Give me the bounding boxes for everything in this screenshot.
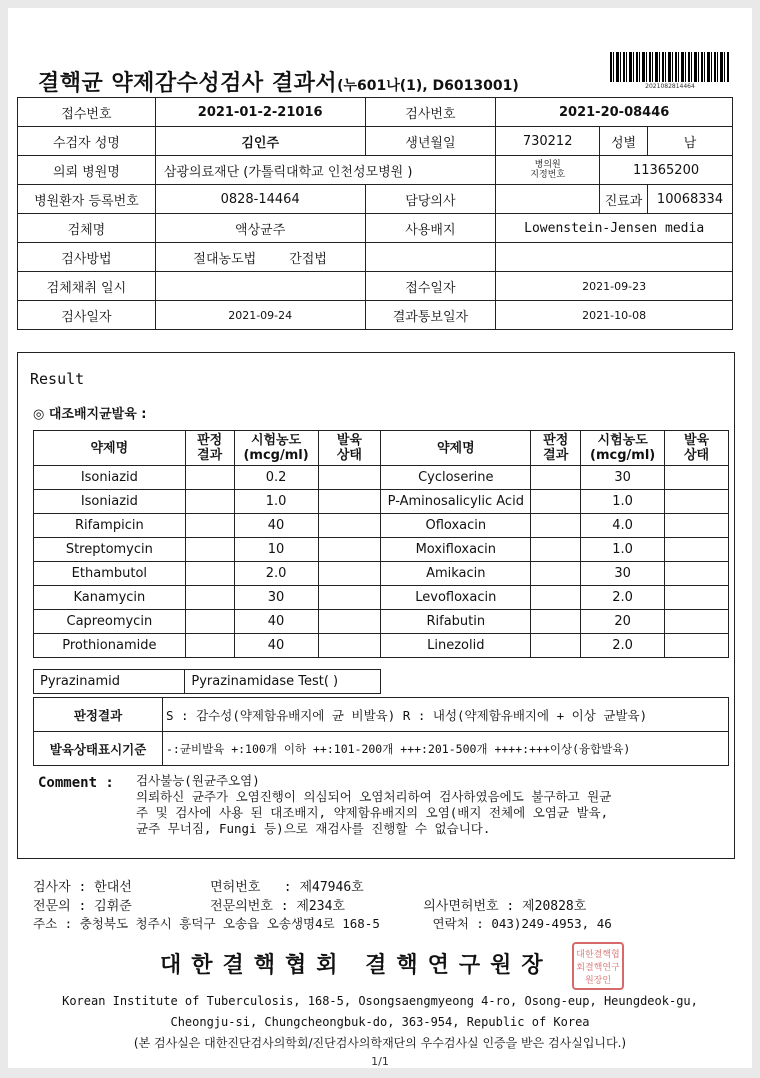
drug-name: Rifampicin bbox=[34, 514, 186, 538]
comment-line: 주 및 검사에 사용 된 대조배지, 약제함유배지의 오염(배지 전체에 오염균 발육, bbox=[136, 805, 609, 820]
test-concentration: 1.0 bbox=[234, 490, 318, 514]
growth-status bbox=[318, 586, 381, 610]
report-title: 결핵균 약제감수성검사 결과서(누601나(1), D6013001) bbox=[38, 71, 519, 96]
pza-test: Pyrazinamidase Test( ) bbox=[185, 670, 381, 694]
judge-result bbox=[531, 634, 581, 658]
judge-result bbox=[531, 466, 581, 490]
judge-result bbox=[531, 586, 581, 610]
test-concentration: 20 bbox=[581, 610, 665, 634]
header-growth-2: 발육 상태 bbox=[665, 431, 729, 466]
growth-status bbox=[318, 490, 381, 514]
receipt-no: 2021-01-2-21016 bbox=[155, 98, 365, 127]
growth-label: 발육상태표시기준 bbox=[34, 732, 163, 766]
pyrazinamid-label: Pyrazinamid bbox=[34, 670, 185, 694]
test-concentration: 2.0 bbox=[234, 562, 318, 586]
judge-result bbox=[185, 490, 234, 514]
growth-status bbox=[318, 466, 381, 490]
growth-status bbox=[665, 490, 729, 514]
organization-name: 대한결핵협회 결핵연구원장 bbox=[160, 953, 553, 978]
comment-line: 균주 무너짐, Fungi 등)으로 재검사를 진행할 수 없습니다. bbox=[136, 821, 491, 836]
method-value: 절대농도법 간접법 bbox=[155, 243, 365, 272]
drug-name: Amikacin bbox=[381, 562, 531, 586]
growth-status bbox=[665, 610, 729, 634]
collect-label: 검체채취 일시 bbox=[18, 272, 156, 301]
test-concentration: 40 bbox=[234, 610, 318, 634]
test-concentration: 2.0 bbox=[581, 586, 665, 610]
header-drug: 약제명 bbox=[34, 431, 186, 466]
patient-info-table bbox=[17, 97, 733, 330]
header-conc-2: 시험농도 (mcg/ml) bbox=[581, 431, 665, 466]
hospital-label: 의뢰 병원명 bbox=[18, 156, 156, 185]
collect-value bbox=[155, 272, 365, 301]
comment-line: 검사불능(원균주오염) bbox=[136, 773, 260, 788]
barcode-number: 2021082814464 bbox=[645, 83, 695, 90]
drug-row bbox=[34, 562, 729, 586]
header-judge-2: 판정 결과 bbox=[531, 431, 581, 466]
drug-row bbox=[34, 586, 729, 610]
judge-result bbox=[531, 490, 581, 514]
growth-status bbox=[665, 562, 729, 586]
drug-row bbox=[34, 514, 729, 538]
drug-name: Kanamycin bbox=[34, 586, 186, 610]
patient-name: 김인주 bbox=[155, 127, 365, 156]
birth-label: 생년월일 bbox=[365, 127, 496, 156]
legend-table bbox=[33, 697, 729, 766]
address-line: 주소 : 충청북도 청주시 흥덕구 오송읍 오송생명4로 168-5 연락처 : 043)249-4953, 46 bbox=[33, 916, 612, 931]
growth-text: -:균비발육 +:100개 이하 ++:101-200개 +++:201-500개 ++++:+++이상(융합발육) bbox=[163, 732, 729, 766]
test-date-label: 검사일자 bbox=[18, 301, 156, 330]
judge-text: S : 감수성(약제함유배지에 균 비발육) R : 내성(약제함유배지에 + 이상 균발육) bbox=[163, 698, 729, 732]
drug-row bbox=[34, 610, 729, 634]
received-label: 접수일자 bbox=[365, 272, 496, 301]
examiner-line: 검사자 : 한대선 면허번호 : 제47946호 bbox=[33, 880, 364, 895]
test-no: 2021-20-08446 bbox=[496, 98, 733, 127]
drug-table bbox=[33, 430, 729, 658]
test-date: 2021-09-24 bbox=[155, 301, 365, 330]
judge-result bbox=[185, 610, 234, 634]
hospital-name: 삼광의료재단 (가톨릭대학교 인천성모병원 ) bbox=[155, 156, 495, 185]
judge-result bbox=[531, 562, 581, 586]
sex-label: 성별 bbox=[600, 127, 648, 156]
drug-name: Ofloxacin bbox=[381, 514, 531, 538]
test-concentration: 10 bbox=[234, 538, 318, 562]
official-seal: 대한결핵협회결핵연구원장인 bbox=[572, 942, 624, 990]
comment-label: Comment : bbox=[38, 775, 114, 791]
test-concentration: 30 bbox=[581, 562, 665, 586]
growth-status bbox=[665, 538, 729, 562]
sex-value: 남 bbox=[648, 127, 733, 156]
barcode-bars bbox=[610, 52, 730, 82]
drug-name: Linezolid bbox=[381, 634, 531, 658]
judge-result bbox=[185, 562, 234, 586]
drug-name: Cycloserine bbox=[381, 466, 531, 490]
drug-name: Streptomycin bbox=[34, 538, 186, 562]
report-date-label: 결과통보일자 bbox=[365, 301, 496, 330]
drug-name: Prothionamide bbox=[34, 634, 186, 658]
drug-name: Levofloxacin bbox=[381, 586, 531, 610]
judge-result bbox=[531, 538, 581, 562]
specialist-line: 전문의 : 김휘준 전문의번호 : 제234호 의사면허번호 : 제20828호 bbox=[33, 899, 587, 914]
report-date: 2021-10-08 bbox=[496, 301, 733, 330]
header-judge: 판정 결과 bbox=[185, 431, 234, 466]
judge-result bbox=[185, 586, 234, 610]
growth-status bbox=[665, 634, 729, 658]
medium-value: Lowenstein-Jensen media bbox=[496, 214, 733, 243]
comment-line: 의뢰하신 균주가 오염진행이 의심되어 오염처리하여 검사하였음에도 불구하고 원균 bbox=[136, 789, 612, 804]
doctor-name bbox=[496, 185, 600, 214]
drug-row bbox=[34, 466, 729, 490]
growth-status bbox=[318, 538, 381, 562]
drug-row bbox=[34, 538, 729, 562]
drug-name: Capreomycin bbox=[34, 610, 186, 634]
drug-name: Isoniazid bbox=[34, 466, 186, 490]
barcode bbox=[610, 52, 730, 90]
judge-result bbox=[185, 538, 234, 562]
result-title: Result bbox=[30, 370, 85, 388]
header-conc: 시험농도 (mcg/ml) bbox=[234, 431, 318, 466]
test-concentration: 0.2 bbox=[234, 466, 318, 490]
test-concentration: 2.0 bbox=[581, 634, 665, 658]
receipt-no-label: 접수번호 bbox=[18, 98, 156, 127]
drug-name: Ethambutol bbox=[34, 562, 186, 586]
specimen-label: 검체명 bbox=[18, 214, 156, 243]
doctor-label: 담당의사 bbox=[365, 185, 496, 214]
growth-status bbox=[665, 466, 729, 490]
reg-no-label: 병원환자 등록번호 bbox=[18, 185, 156, 214]
pyrazinamid-table bbox=[33, 669, 381, 694]
judge-result bbox=[531, 514, 581, 538]
drug-name: Isoniazid bbox=[34, 490, 186, 514]
test-no-label: 검사번호 bbox=[365, 98, 496, 127]
certification-note: (본 검사실은 대한진단검사의학회/진단검사의학재단의 우수검사실 인증을 받은 검사실입니다.) bbox=[133, 1036, 627, 1050]
medium-label: 사용배지 bbox=[365, 214, 496, 243]
judge-result bbox=[185, 634, 234, 658]
test-concentration: 40 bbox=[234, 634, 318, 658]
judge-result bbox=[531, 610, 581, 634]
method-extra-2 bbox=[496, 243, 733, 272]
test-concentration: 1.0 bbox=[581, 490, 665, 514]
judge-label: 판정결과 bbox=[34, 698, 163, 732]
birth-date: 730212 bbox=[496, 127, 600, 156]
growth-status bbox=[318, 514, 381, 538]
growth-status bbox=[318, 562, 381, 586]
test-concentration: 30 bbox=[234, 586, 318, 610]
growth-status bbox=[318, 634, 381, 658]
drug-table-header bbox=[34, 431, 729, 466]
header-drug-2: 약제명 bbox=[381, 431, 531, 466]
english-address-1: Korean Institute of Tuberculosis, 168-5, Osongsaengmyeong 4-ro, Osong-eup, Heungdeok-gu, bbox=[62, 994, 698, 1008]
received-date: 2021-09-23 bbox=[496, 272, 733, 301]
test-concentration: 4.0 bbox=[581, 514, 665, 538]
drug-name: Rifabutin bbox=[381, 610, 531, 634]
drug-row bbox=[34, 634, 729, 658]
test-concentration: 40 bbox=[234, 514, 318, 538]
header-growth: 발육 상태 bbox=[318, 431, 381, 466]
test-concentration: 1.0 bbox=[581, 538, 665, 562]
patient-label: 수검자 성명 bbox=[18, 127, 156, 156]
control-growth-label: ◎ 대조배지균발육 : bbox=[33, 407, 147, 422]
judge-result bbox=[185, 514, 234, 538]
judge-result bbox=[185, 466, 234, 490]
method-extra bbox=[365, 243, 496, 272]
drug-name: Moxifloxacin bbox=[381, 538, 531, 562]
report-code: (누601나(1), D6013001) bbox=[337, 78, 519, 94]
hospital-code-label: 병의원 지정번호 bbox=[496, 156, 600, 185]
reg-no: 0828-14464 bbox=[155, 185, 365, 214]
dept-label: 진료과 bbox=[600, 185, 648, 214]
page-number: 1/1 bbox=[371, 1055, 389, 1068]
dept-value: 10068334 bbox=[648, 185, 733, 214]
growth-status bbox=[665, 514, 729, 538]
hospital-code: 11365200 bbox=[600, 156, 733, 185]
test-concentration: 30 bbox=[581, 466, 665, 490]
specimen-value: 액상균주 bbox=[155, 214, 365, 243]
drug-name: P-Aminosalicylic Acid bbox=[381, 490, 531, 514]
growth-status bbox=[318, 610, 381, 634]
growth-status bbox=[665, 586, 729, 610]
drug-row bbox=[34, 490, 729, 514]
comment-text bbox=[136, 773, 726, 837]
english-address-2: Cheongju-si, Chungcheongbuk-do, 363-954, Republic of Korea bbox=[170, 1015, 590, 1029]
method-label: 검사방법 bbox=[18, 243, 156, 272]
